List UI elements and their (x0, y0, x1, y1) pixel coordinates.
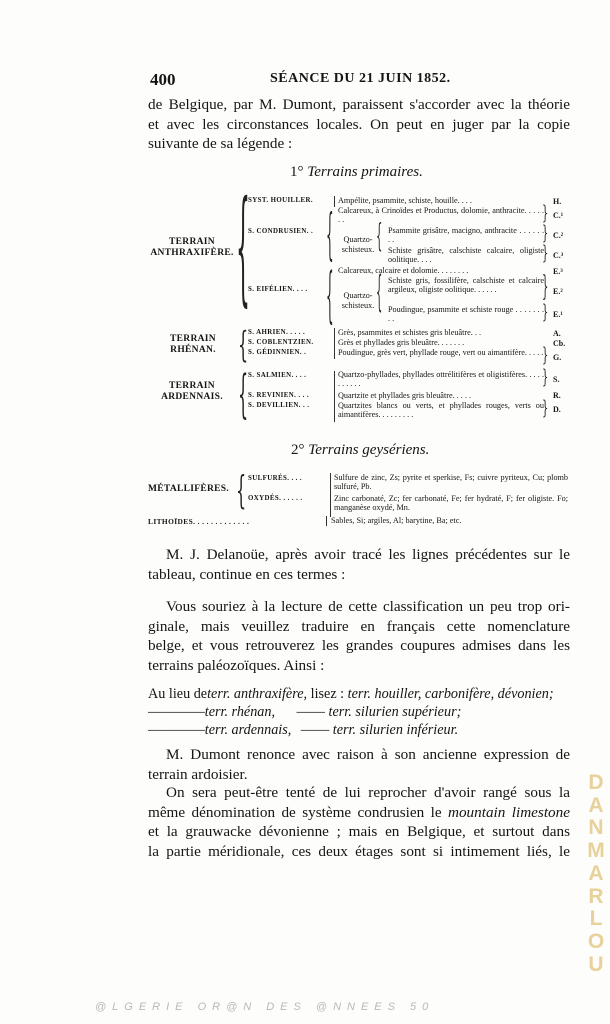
brace-eifelien: { (326, 260, 334, 330)
group-label-anthraxifere: TERRAIN ANTHRAXIFÈRE. (150, 237, 234, 258)
system-label-gedinnien: S. GÉDINNIEN. . (248, 349, 307, 356)
comparison-lisez: lisez : (310, 686, 345, 702)
side-watermark (583, 772, 609, 976)
row-condrusien-calc: Calcareux, à Crinoïdes et Productus, dolomie, anthracite. . . . . . . (338, 206, 544, 225)
comparison-term: terr. anthraxifère, (207, 686, 308, 702)
right-brace: } (542, 367, 549, 389)
row-devillien: Quartzites blancs ou verts, et phyllades rouges, verts ou aimantifères. . . . . . . . . (338, 401, 544, 420)
comparison-lead: ———— (148, 722, 205, 738)
brace-metalliferes: { (236, 467, 247, 513)
rule (334, 402, 335, 422)
comparison-dash: —— (300, 722, 330, 738)
system-label-houiller: SYST. HOUILLER. (248, 197, 314, 204)
rule (330, 473, 331, 517)
comparison-row-1 (148, 686, 554, 703)
code-devillien: D. (553, 405, 561, 414)
text-line: tableau, continue en ces termes : (148, 565, 346, 583)
text-line: et la grauwacke dévonienne ; mais en Belgique, et surtout dans (148, 823, 570, 840)
text-line: On sera peut-être tenté de lui reprocher d'avoir rangé sous la (166, 784, 570, 801)
code-eifelien-calc: E.³ (553, 267, 563, 276)
section-title-geyseriens (291, 442, 429, 459)
text-line: de Belgique, par M. Dumont, paraissent s'accorder avec la théorie (148, 96, 570, 113)
paragraph-reproche (148, 783, 570, 861)
row-houiller: Ampélite, psammite, schiste, houille. . . . (338, 196, 472, 205)
text-lithoides: Sables, Si; argiles, Al; barytine, Ba; etc. (331, 516, 462, 525)
code-ahrien: A. (553, 329, 561, 338)
comparison-dash: —— (296, 704, 325, 720)
comparison-row-2 (148, 704, 461, 721)
right-brace: } (542, 345, 549, 367)
right-brace: } (542, 398, 549, 420)
text-line (148, 803, 570, 823)
system-label-salmien: S. SALMIEN. . . . (248, 372, 307, 379)
system-label-revinien: S. REVINIEN. . . . (248, 392, 309, 399)
row-condrusien-psam: Psammite grisâtre, macigno, anthracite . . . . . . . . (388, 226, 544, 245)
rule (326, 516, 327, 526)
row-gedinnien: Poudingue, grès vert, phyllade rouge, vert ou aimantifère. . . . . (338, 348, 544, 357)
right-brace: } (542, 273, 549, 304)
rule (334, 328, 335, 359)
section-title-text: Terrains geysériens. (308, 442, 430, 458)
code-gedinnien: G. (553, 353, 562, 362)
code-salmien: S. (553, 375, 560, 384)
comparison-lead: ———— (148, 704, 205, 720)
right-brace: } (542, 302, 549, 324)
text-line: M. J. Delanoüe, après avoir tracé les lignes précédentes sur le (166, 546, 570, 563)
code-condrusien-calc: C.¹ (553, 211, 564, 220)
watermark-letter: D (588, 771, 604, 794)
running-head: SÉANCE DU 21 JUIN 1852. (270, 71, 451, 86)
code-condrusien-psam: C.² (553, 231, 564, 240)
intro-paragraph (148, 95, 570, 154)
comparison-term: terr. rhénan, (204, 704, 276, 720)
row-coblentzien: Grès et phyllades gris bleuâtre. . . . . . . (338, 338, 465, 347)
comparison-replacement: terr. houiller, carbonifère, dévonien; (347, 686, 554, 702)
label-oxydes: OXYDÉS. . . . . . (248, 495, 303, 502)
system-label-ahrien: S. AHRIEN. . . . . (248, 329, 306, 336)
brace-anthraxifere: { (236, 182, 250, 323)
comparison-replacement: terr. silurien supérieur; (328, 704, 462, 720)
group-label-rhenan: TERRAIN RHÉNAN. (170, 334, 216, 355)
text-segment: même dénomination de système condrusien le (148, 803, 448, 821)
row-ahrien: Grès, psammites et schistes gris bleuâtre. . . (338, 328, 482, 337)
brace-eifelien-quartzo: { (376, 271, 383, 318)
quartzo-label-eifelien: Quartzo- schisteux. (341, 291, 375, 310)
section-title-primaires (290, 164, 423, 181)
brace-condrusien: { (326, 202, 334, 267)
text-sulfures: Sulfure de zinc, Zs; pyrite et sperkise, Fs; cuivre pyriteux, Cu; plomb sulfuré, Pb. (334, 473, 568, 492)
text-line: suivante de sa légende : (148, 135, 293, 152)
brace-condrusien-quartzo: { (376, 220, 383, 256)
label-sulfures: SULFURÉS. . . . (248, 475, 303, 482)
text-italic: mountain limestone (447, 803, 570, 821)
text-line: Vous souriez à la lecture de cette classification un peu trop ori- (166, 598, 570, 615)
row-eifelien-poudingue: Poudingue, psammite et schiste rouge . . . . . . . . . (388, 305, 544, 324)
code-condrusien-schiste: C.³ (553, 251, 564, 260)
section-number: 1° (290, 164, 304, 180)
row-revinien: Quartzite et phyllades gris bleuâtre. . . . . (338, 391, 472, 400)
section-number: 2° (291, 442, 305, 458)
comparison-lead: Au lieu de (148, 686, 208, 702)
text-line: la partie méridionale, ces deux étages sont si intimement liés, le (148, 842, 570, 860)
system-label-condrusien: S. CONDRUSIEN. . (248, 228, 314, 235)
text-line: M. Dumont renonce avec raison à son ancienne expression de (166, 746, 570, 763)
group-label-ardennais: TERRAIN ARDENNAIS. (161, 381, 223, 402)
footer-watermark: @LGERIE OR@N DES @NNEES 50 (95, 1001, 435, 1013)
comparison-replacement: terr. silurien inférieur. (332, 722, 459, 738)
row-eifelien-schiste: Schiste gris, fossilifère, calschiste et calcaire argileux, oligiste oolitique. . . . . . (388, 276, 544, 295)
brace-ardennais: { (238, 363, 249, 425)
code-eifelien-poudingue: E.¹ (553, 310, 563, 319)
code-houiller: H. (553, 197, 562, 206)
row-salmien: Quartzo-phyllades, phyllades ottrélitifères et oligistifères. . . . . . . . . . . (338, 370, 544, 389)
watermark-letter: R (588, 884, 604, 908)
system-label-coblentzien: S. COBLENTZIEN. (248, 339, 314, 346)
text-line: belge, et vous retrouverez les grandes coupures admises dans les (148, 637, 570, 654)
label-lithoides: LITHOÏDES. . . . . . . . . . . . . (148, 517, 250, 526)
paragraph-quote (148, 597, 570, 675)
watermark-letter: A (588, 861, 604, 885)
text-line: ginale, mais veuillez traduire en français cette nomenclature (148, 617, 570, 635)
text-line: terrains paléozoïques. Ainsi : (148, 656, 325, 674)
watermark-letter: A (588, 793, 604, 817)
text-line: et avec les circonstances locales. On peut en juger par la copie (148, 115, 570, 133)
rule (334, 196, 335, 207)
section-title-text: Terrains primaires. (307, 164, 423, 180)
code-eifelien-schiste: E.² (553, 287, 563, 296)
watermark-letter: M (587, 839, 605, 863)
right-brace: } (542, 203, 549, 225)
paragraph-delanoue (148, 545, 570, 584)
code-coblentzien: Cb. (553, 339, 566, 348)
brace-rhenan: { (238, 323, 249, 366)
system-label-eifelien: S. EIFÉLIEN. . . . (248, 286, 308, 293)
text-line: terrain ardoisier. (148, 765, 248, 783)
watermark-letter: O (587, 929, 605, 953)
watermark-letter: N (588, 816, 604, 840)
system-label-devillien: S. DEVILLIEN. . . (248, 402, 310, 409)
right-brace: } (542, 223, 549, 245)
paragraph-dumont (148, 745, 570, 784)
code-revinien: R. (553, 391, 561, 400)
group-label-metalliferes: MÉTALLIFÈRES. (148, 484, 230, 494)
watermark-letter: U (588, 952, 604, 976)
page-number: 400 (150, 70, 176, 89)
comparison-row-3 (148, 722, 458, 739)
watermark-letter: L (589, 907, 603, 931)
quartzo-label-condrusien: Quartzo- schisteux. (341, 235, 375, 254)
row-condrusien-schiste: Schiste grisâtre, calschiste calcaire, oligiste oolitique. . . . (388, 246, 544, 265)
row-eifelien-calc: Calcareux, calcaire et dolomie. . . . . . . . (338, 266, 469, 275)
text-oxydes: Zinc carbonaté, Zc; fer carbonaté, Fe; fer hydraté, F; fer oligiste. Fo; manganèse oxydé, Mn. (334, 494, 568, 513)
comparison-term: terr. ardennais, (204, 722, 292, 738)
right-brace: } (542, 243, 549, 265)
